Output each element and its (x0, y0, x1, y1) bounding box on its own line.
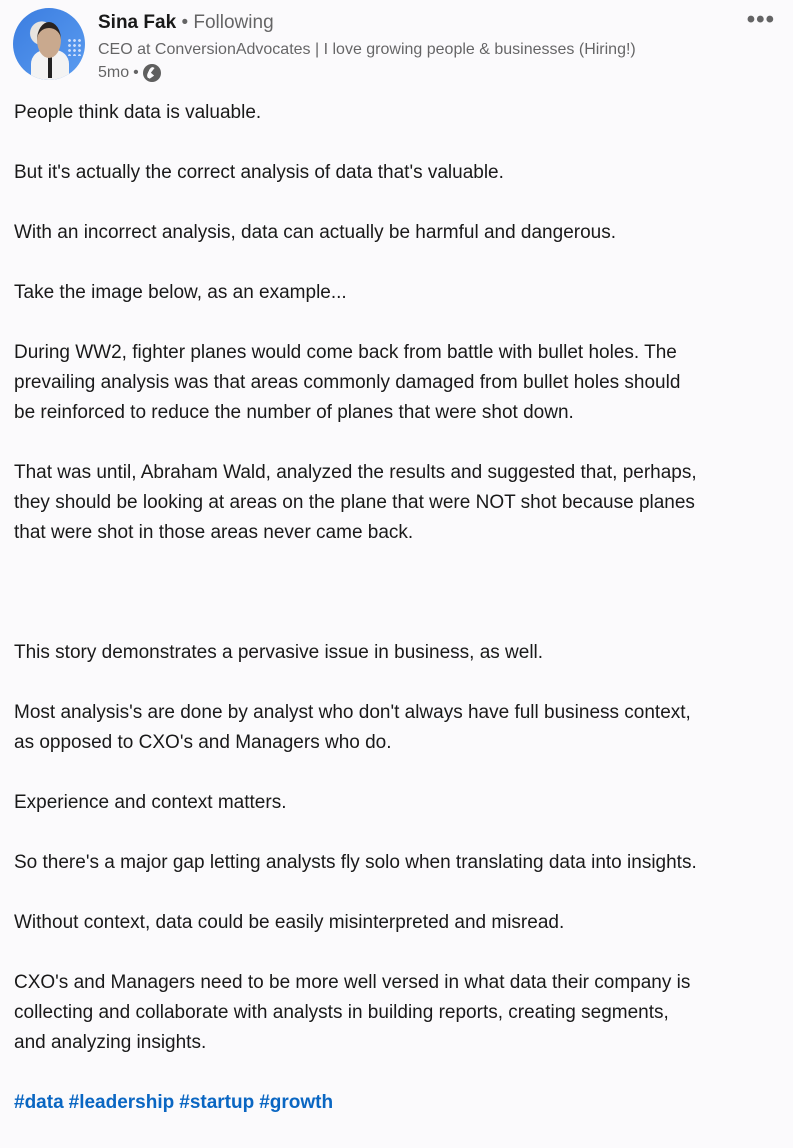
post-text-line: But it's actually the correct analysis of data that's valuable. (14, 162, 504, 183)
post-text-line: During WW2, fighter planes would come back from battle with bullet holes. The (14, 342, 677, 363)
post-paragraph (14, 848, 784, 878)
post-paragraph (14, 218, 784, 248)
post-text-line: Take the image below, as an example... (14, 282, 347, 303)
post-paragraph (14, 638, 784, 668)
post-text-line: be reinforced to reduce the number of planes that were shot down. (14, 402, 574, 423)
post-text-line: that were shot in those areas never came back. (14, 522, 414, 543)
follow-status: Following (193, 12, 274, 33)
post-paragraph (14, 98, 784, 128)
avatar-head (37, 22, 61, 58)
post-paragraph (14, 908, 784, 938)
author-name[interactable]: Sina Fak (98, 12, 177, 33)
post-text-line: That was until, Abraham Wald, analyzed the results and suggested that, perhaps, (14, 462, 697, 483)
hashtag-link[interactable]: #data (14, 1092, 64, 1113)
post-paragraph (14, 698, 784, 758)
hashtags (14, 1088, 784, 1118)
post-text-line: This story demonstrates a pervasive issue in business, as well. (14, 642, 544, 663)
post-content (14, 98, 784, 1148)
post-text-line: With an incorrect analysis, data can actually be harmful and dangerous. (14, 222, 616, 243)
separator-dot: • (181, 12, 189, 33)
post-text-line: and analyzing insights. (14, 1032, 207, 1053)
separator-dot: • (133, 64, 139, 81)
post-text-line: So there's a major gap letting analysts fly solo when translating data into insights. (14, 852, 697, 873)
hashtag-link[interactable]: #startup (179, 1092, 255, 1113)
hashtag-link[interactable]: #leadership (68, 1092, 175, 1113)
post-time[interactable]: 5mo (98, 64, 130, 81)
post-text-line: Most analysis's are done by analyst who don't always have full business context, (14, 702, 691, 723)
globe-icon (143, 64, 161, 82)
post-paragraph (14, 338, 784, 428)
more-options-button[interactable]: ••• (746, 6, 775, 33)
post-paragraph (14, 458, 784, 548)
hashtag-link[interactable]: #growth (259, 1092, 334, 1113)
author-avatar[interactable] (13, 8, 85, 80)
post-paragraph (14, 278, 784, 308)
post-text-line: they should be looking at areas on the plane that were NOT shot because planes (14, 492, 695, 513)
post-text-line: as opposed to CXO's and Managers who do. (14, 732, 392, 753)
post-text-line: CXO's and Managers need to be more well versed in what data their company is (14, 972, 691, 993)
post-paragraph (14, 968, 784, 1058)
post-paragraph (14, 788, 784, 818)
author-name-row (98, 10, 274, 36)
post-text-line: prevailing analysis was that areas commonly damaged from bullet holes should (14, 372, 681, 393)
post-text-line: Without context, data could be easily misinterpreted and misread. (14, 912, 565, 933)
post-text-line: Experience and context matters. (14, 792, 287, 813)
author-headline: CEO at ConversionAdvocates | I love growing people & businesses (Hiring!) (98, 41, 636, 58)
post-text-line: People think data is valuable. (14, 102, 262, 123)
post-paragraph (14, 158, 784, 188)
post-text-line: collecting and collaborate with analysts in building reports, creating segments, (14, 1002, 669, 1023)
avatar-pattern (67, 38, 81, 56)
post-meta (98, 62, 161, 84)
